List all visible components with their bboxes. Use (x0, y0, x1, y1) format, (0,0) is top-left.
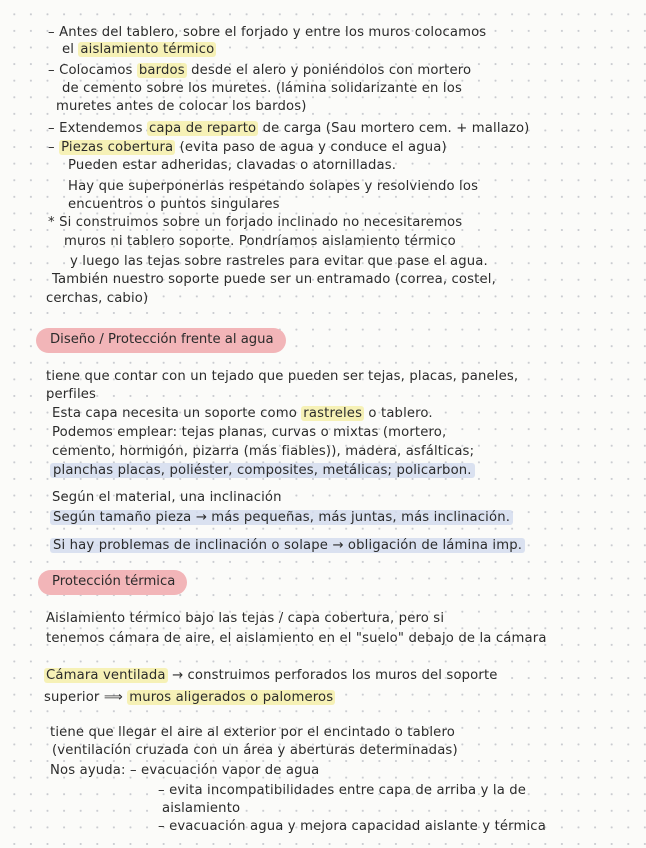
highlight-tamano-pieza: Según tamaño pieza → más pequeñas, más juntas, más inclinación. (50, 510, 513, 525)
intro-line-5: muretes antes de colocar los bardos) (56, 99, 307, 114)
s1-line-9 (50, 537, 525, 554)
s2-line-2: tenemos cámara de aire, el aislamiento en el "suelo" debajo de la cámara (46, 631, 547, 646)
s3-line-6: – evita incompatibilidades entre capa de arriba y la de (158, 783, 527, 798)
highlight-muros-aligerados: muros aligerados o palomeros (129, 690, 334, 705)
intro-line-6-a: – Extendemos (48, 121, 147, 136)
s3-line-1-b: → construimos perforados los muros del soporte (167, 668, 498, 683)
s1-line-3-a: Esta capa necesita un soporte como (52, 406, 302, 421)
s3-line-1 (44, 667, 498, 684)
intro-line-14: También nuestro soporte puede ser un entramado (correa, costel, (52, 272, 496, 287)
highlight-lamina-imp: Si hay problemas de inclinación o solape → obligación de lámina imp. (50, 538, 525, 553)
s3-line-3: tiene que llegar el aire al exterior por el encintado o tablero (50, 725, 455, 740)
intro-line-7 (48, 139, 447, 156)
intro-line-1: – Antes del tablero, sobre el forjado y entre los muros colocamos (48, 25, 487, 40)
s2-line-1: Aislamiento térmico bajo las tejas / capa cobertura, pero si (46, 611, 445, 626)
intro-line-9: Hay que superponerlas respetando solapes y resolviendo los (68, 179, 479, 194)
heading-proteccion-agua: Diseño / Protección frente al agua (36, 328, 286, 353)
s1-line-6 (50, 462, 475, 479)
intro-line-3-a: – Colocamos (48, 63, 137, 78)
intro-line-6-c: de carga (Sau mortero cem. + mallazo) (258, 121, 530, 136)
s1-line-2: perfiles (46, 387, 97, 402)
highlight-camara-ventilada: Cámara ventilada (46, 668, 166, 683)
s3-line-2 (44, 689, 335, 706)
intro-line-3-c: desde el alero y poniéndolos con mortero (186, 63, 472, 78)
s1-line-5: cemento, hormigón, pizarra (más fiables)), madera, asfálticas; (52, 444, 475, 459)
intro-line-11: * Si construimos sobre un forjado inclinado no necesitaremos (48, 215, 463, 230)
s1-line-4: Podemos emplear: tejas planas, curvas o mixtas (mortero, (52, 425, 447, 440)
s1-line-7: Según el material, una inclinación (52, 490, 282, 505)
heading-proteccion-termica: Protección térmica (38, 570, 187, 595)
s1-line-8 (50, 509, 513, 526)
intro-line-8: Pueden estar adheridas, clavadas o atornilladas. (68, 158, 397, 173)
intro-line-2 (62, 41, 216, 58)
intro-line-7-c: (evita paso de agua y conduce el agua) (175, 140, 447, 155)
s1-line-3-c: o tablero. (364, 406, 433, 421)
s3-line-7: aislamiento (162, 801, 241, 816)
intro-line-3 (48, 62, 471, 79)
intro-line-6 (48, 120, 529, 137)
highlight-piezas-cobertura: Piezas cobertura (61, 140, 174, 155)
highlight-bardos: bardos (138, 63, 185, 78)
intro-line-13: y luego las tejas sobre rastreles para evitar que pase el agua. (70, 254, 488, 269)
intro-line-10: encuentros o puntos singulares (68, 197, 280, 212)
highlight-rastreles: rastreles (303, 406, 363, 421)
intro-line-7-a: – (48, 140, 60, 155)
intro-line-12: muros ni tablero soporte. Pondríamos aislamiento térmico (64, 234, 456, 249)
intro-line-4: de cemento sobre los muretes. (lámina solidarizante en los (62, 81, 462, 96)
highlight-capa-reparto: capa de reparto (148, 121, 257, 136)
s3-line-2-a: superior ⟹ (44, 690, 128, 705)
s3-line-8: – evacuación agua y mejora capacidad aislante y térmica (158, 819, 546, 834)
intro-line-15: cerchas, cabio) (46, 291, 149, 306)
highlight-materiales: planchas placas, poliéster, composites, metálicas; policarbon. (50, 463, 475, 478)
intro-line-2-text: el (62, 42, 79, 57)
highlight-aislamiento: aislamiento térmico (80, 42, 215, 57)
s3-line-4: (ventilación cruzada con un área y aberturas determinadas) (52, 743, 458, 758)
s1-line-3 (52, 405, 433, 422)
s3-line-5: Nos ayuda: – evacuación vapor de agua (50, 763, 320, 778)
s1-line-1: tiene que contar con un tejado que pueden ser tejas, placas, paneles, (46, 369, 519, 384)
